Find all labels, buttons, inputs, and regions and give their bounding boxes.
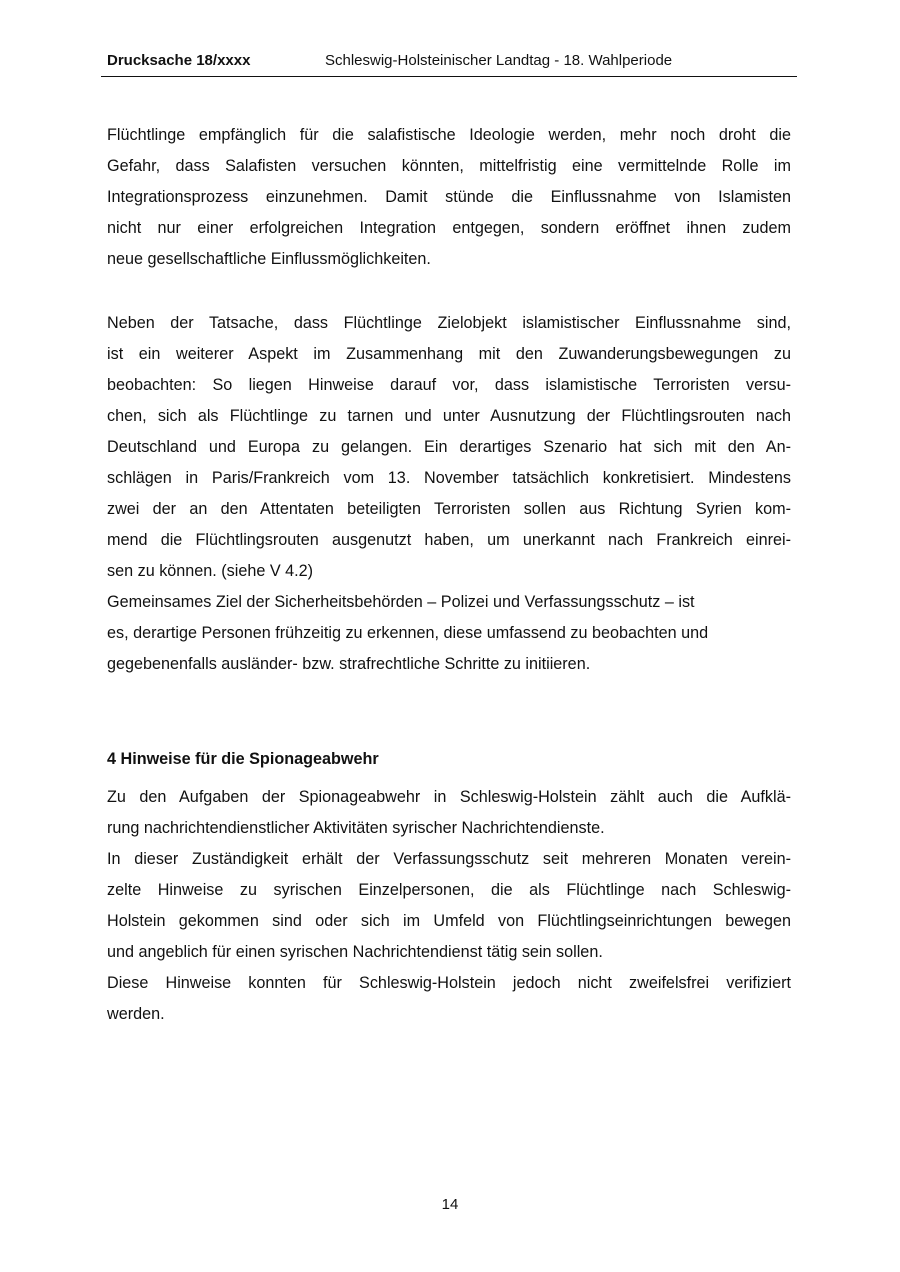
text-line: zelte Hinweise zu syrischen Einzelpersonen, die als Flüchtlinge nach Schleswig- xyxy=(107,881,791,899)
text-line: es, derartige Personen frühzeitig zu erkennen, diese umfassend zu beobachten und xyxy=(107,624,709,642)
text-line: und angeblich für einen syrischen Nachrichtendienst tätig sein sollen. xyxy=(107,943,603,961)
text-line: chen, sich als Flüchtlinge zu tarnen und unter Ausnutzung der Flüchtlingsrouten nach xyxy=(107,407,791,425)
text-line: beobachten: So liegen Hinweise darauf vor, dass islamistische Terroristen versu- xyxy=(107,376,791,394)
text-line: In dieser Zuständigkeit erhält der Verfassungsschutz seit mehreren Monaten verein- xyxy=(107,850,791,868)
paragraph-2 xyxy=(107,308,791,680)
text-line: neue gesellschaftliche Einflussmöglichkeiten. xyxy=(107,250,431,268)
paragraph-1 xyxy=(107,120,791,275)
text-line: Gemeinsames Ziel der Sicherheitsbehörden – Polizei und Verfassungsschutz – ist xyxy=(107,593,695,611)
text-line: rung nachrichtendienstlicher Aktivitäten syrischer Nachrichtendienste. xyxy=(107,819,605,837)
text-line: Zu den Aufgaben der Spionageabwehr in Schleswig-Holstein zählt auch die Aufklä- xyxy=(107,788,791,806)
text-line: gegebenenfalls ausländer- bzw. strafrechtliche Schritte zu initiieren. xyxy=(107,655,591,673)
text-line: Holstein gekommen sind oder sich im Umfeld von Flüchtlingseinrichtungen bewegen xyxy=(107,912,791,930)
section-heading: 4 Hinweise für die Spionageabwehr xyxy=(107,750,379,768)
text-line: zwei der an den Attentaten beteiligten Terroristen sollen aus Richtung Syrien kom- xyxy=(107,500,791,518)
text-line: nicht nur einer erfolgreichen Integration entgegen, sondern eröffnet ihnen zudem xyxy=(107,219,791,237)
header-rule xyxy=(101,76,797,77)
text-line: ist ein weiterer Aspekt im Zusammenhang mit den Zuwanderungsbewegungen zu xyxy=(107,345,791,363)
text-line: werden. xyxy=(107,1005,165,1023)
text-line: sen zu können. (siehe V 4.2) xyxy=(107,562,314,580)
text-line: Gefahr, dass Salafisten versuchen könnten, mittelfristig eine vermittelnde Rolle im xyxy=(107,157,791,175)
text-line: Diese Hinweise konnten für Schleswig-Holstein jedoch nicht zweifelsfrei verifiziert xyxy=(107,974,791,992)
page-header xyxy=(101,50,796,76)
text-line: Deutschland und Europa zu gelangen. Ein derartiges Szenario hat sich mit den An- xyxy=(107,438,791,456)
text-line: Flüchtlinge empfänglich für die salafistische Ideologie werden, mehr noch droht die xyxy=(107,126,791,144)
text-line: mend die Flüchtlingsrouten ausgenutzt haben, um unerkannt nach Frankreich einrei- xyxy=(107,531,791,549)
text-line: Integrationsprozess einzunehmen. Damit stünde die Einflussnahme von Islamisten xyxy=(107,188,791,206)
paragraph-3 xyxy=(107,782,791,1030)
text-line: schlägen in Paris/Frankreich vom 13. November tatsächlich konkretisiert. Mindestens xyxy=(107,469,791,487)
document-number: Drucksache 18/xxxx xyxy=(107,52,251,69)
text-line: Neben der Tatsache, dass Flüchtlinge Zielobjekt islamistischer Einflussnahme sind, xyxy=(107,314,791,332)
parliament-title: Schleswig-Holsteinischer Landtag - 18. Wahlperiode xyxy=(325,52,673,69)
page-number: 14 xyxy=(441,1196,459,1213)
